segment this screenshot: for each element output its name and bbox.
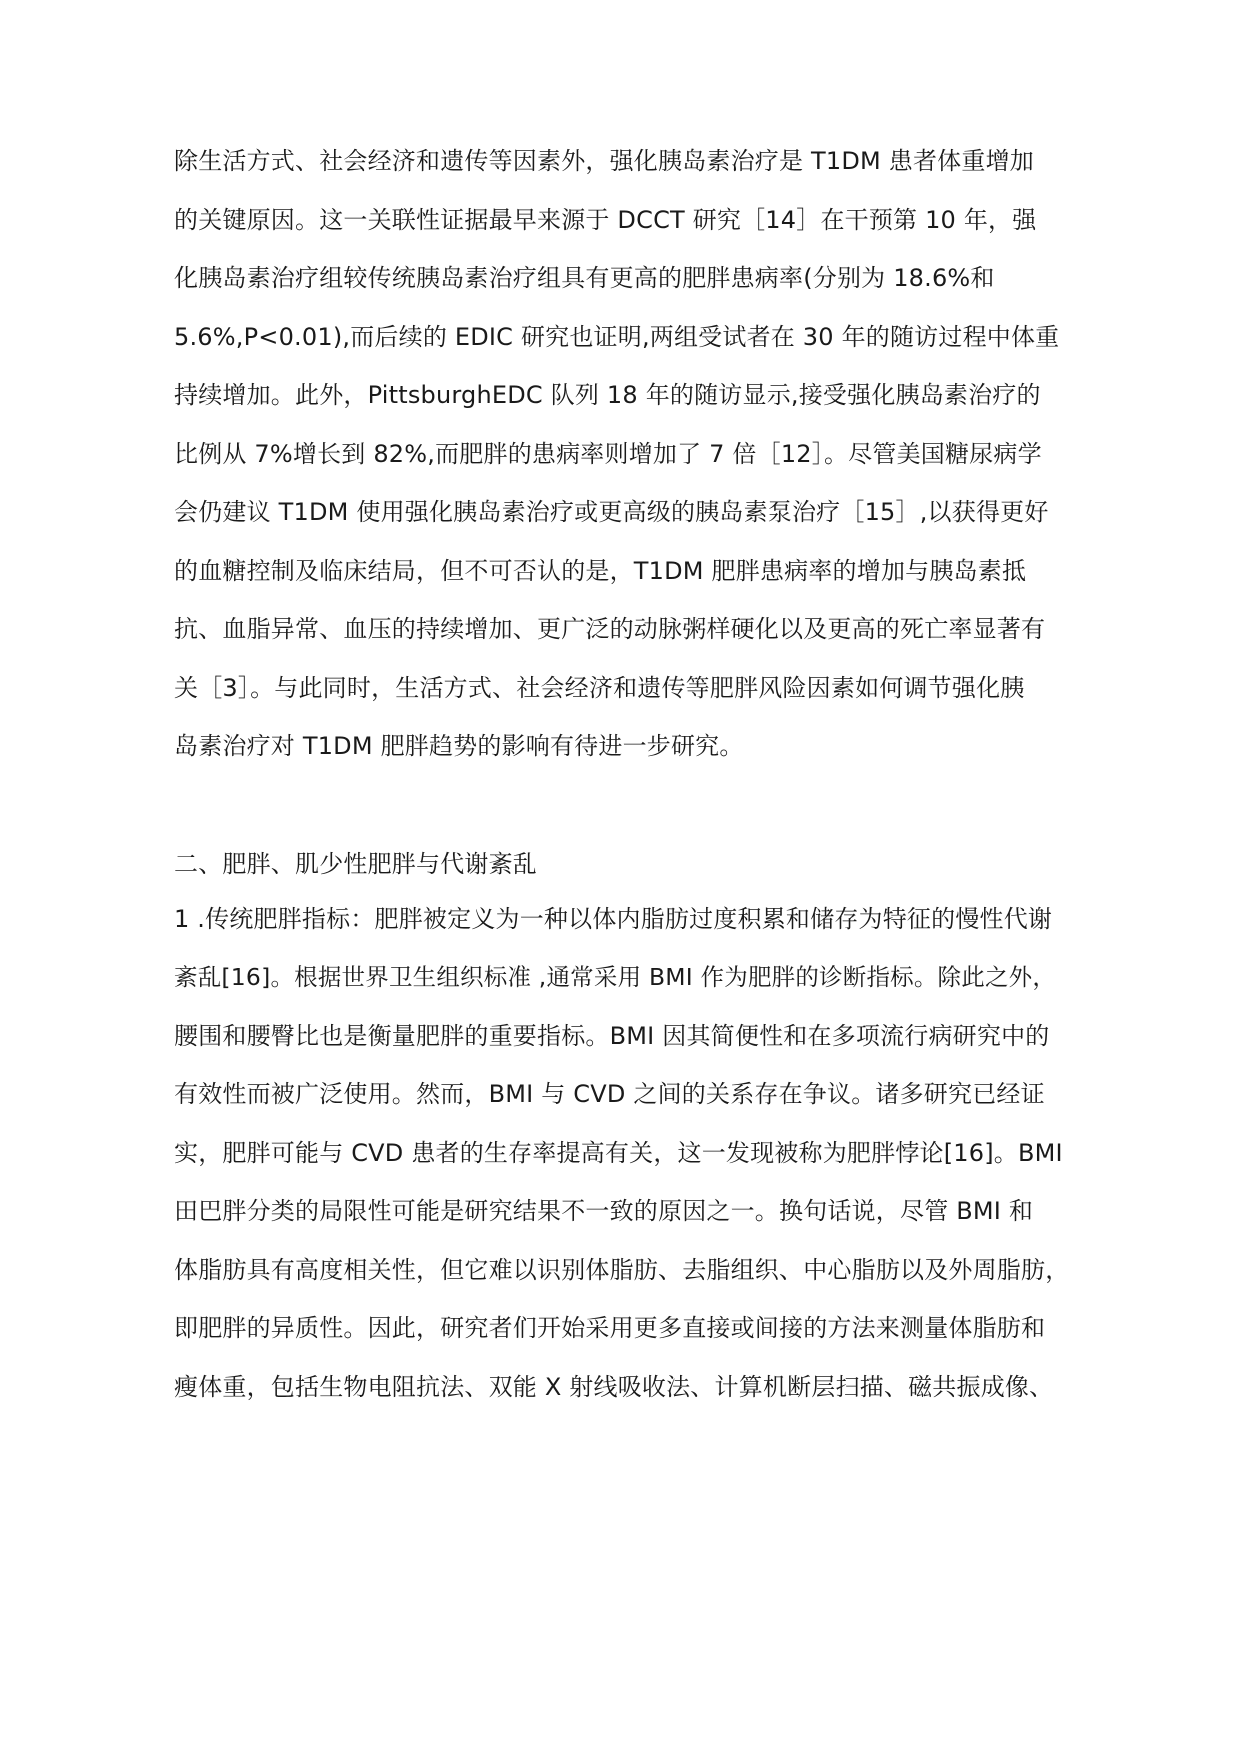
body-text-line: 腰围和腰臀比也是衡量肥胖的重要指标。BMI 因其简便性和在多项流行病研究中的 bbox=[174, 1022, 1050, 1050]
body-text-line: 比例从 7%增长到 82%,而肥胖的患病率则增加了 7 倍［12］。尽管美国糖尿病学 bbox=[174, 440, 1042, 468]
body-text-line: 实，肥胖可能与 CVD 患者的生存率提高有关，这一发现被称为肥胖悖论[16]。BMI bbox=[174, 1139, 1063, 1167]
body-text-line: 紊乱[16]。根据世界卫生组织标准 ,通常采用 BMI 作为肥胖的诊断指标。除此之外， bbox=[174, 963, 1057, 991]
body-text-line: 5.6%,P<0.01),而后续的 EDIC 研究也证明,两组受试者在 30 年的随访过程中体重 bbox=[174, 323, 1060, 351]
body-text-line: 瘦体重，包括生物电阻抗法、双能 X 射线吸收法、计算机断层扫描、磁共振成像、 bbox=[174, 1373, 1054, 1401]
body-text-line: 除生活方式、社会经济和遗传等因素外，强化胰岛素治疗是 T1DM 患者体重增加 bbox=[174, 147, 1034, 175]
body-text-line: 抗、血脂异常、血压的持续增加、更广泛的动脉粥样硬化以及更高的死亡率显著有 bbox=[174, 615, 1046, 643]
body-text-line: 的血糖控制及临床结局，但不可否认的是，T1DM 肥胖患病率的增加与胰岛素抵 bbox=[174, 557, 1027, 585]
section-heading: 二、肥胖、肌少性肥胖与代谢紊乱 bbox=[174, 850, 537, 878]
body-text-line: 岛素治疗对 T1DM 肥胖趋势的影响有待进一步研究。 bbox=[174, 732, 744, 760]
body-text-line: 会仍建议 T1DM 使用强化胰岛素治疗或更高级的胰岛素泵治疗［15］,以获得更好 bbox=[174, 498, 1049, 526]
body-text-line: 体脂肪具有高度相关性，但它难以识别体脂肪、去脂组织、中心脂肪以及外周脂肪， bbox=[174, 1256, 1070, 1284]
body-text-line: 有效性而被广泛使用。然而，BMI 与 CVD 之间的关系存在争议。诸多研究已经证 bbox=[174, 1080, 1045, 1108]
body-text-line: 化胰岛素治疗组较传统胰岛素治疗组具有更高的肥胖患病率(分别为 18.6%和 bbox=[174, 264, 995, 292]
body-text-line: 1 .传统肥胖指标：肥胖被定义为一种以体内脂肪过度积累和储存为特征的慢性代谢 bbox=[174, 905, 1053, 933]
body-text-line: 的关键原因。这一关联性证据最早来源于 DCCT 研究［14］在干预第 10 年，强 bbox=[174, 206, 1037, 234]
body-text-line: 持续增加。此外，PittsburghEDC 队列 18 年的随访显示,接受强化胰岛素治疗的 bbox=[174, 381, 1041, 409]
body-text-line: 即肥胖的异质性。因此，研究者们开始采用更多直接或间接的方法来测量体脂肪和 bbox=[174, 1314, 1046, 1342]
document-page bbox=[174, 0, 1074, 1754]
body-text-line: 关［3］。与此同时，生活方式、社会经济和遗传等肥胖风险因素如何调节强化胰 bbox=[174, 674, 1025, 702]
body-text-line: 田巴胖分类的局限性可能是研究结果不一致的原因之一。换句话说，尽管 BMI 和 bbox=[174, 1197, 1034, 1225]
